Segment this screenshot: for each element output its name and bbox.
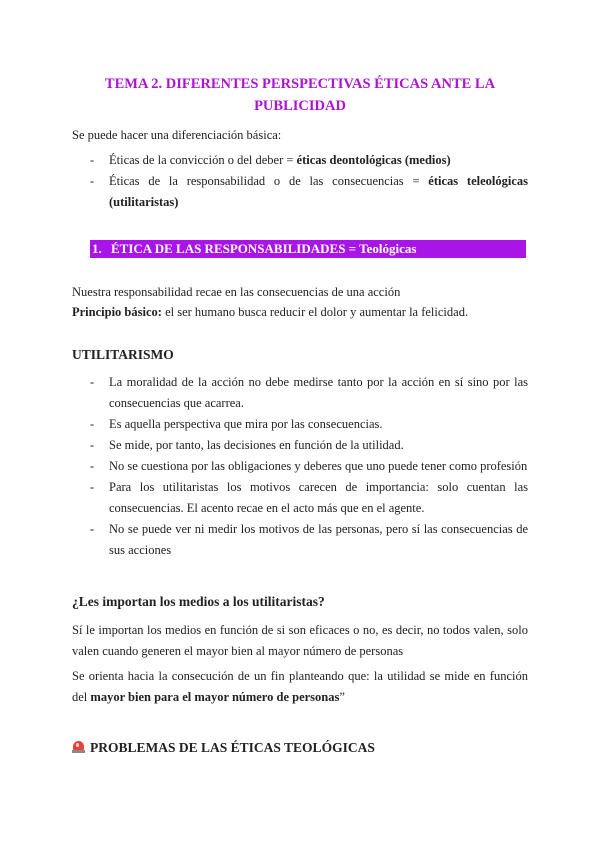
principle-label: Principio básico: xyxy=(72,305,162,319)
orienta-text: Se orienta hacia la consecución de un fin planteando que: la utilidad se mide en función del mayor bien para el mayor número de personas” xyxy=(72,669,528,704)
document-title-line-1: TEMA 2. DIFERENTES PERSPECTIVAS ÉTICAS ANTE LA xyxy=(104,76,496,92)
list-item: - Se mide, por tanto, las decisiones en función de la utilidad. xyxy=(90,438,404,452)
intro-list xyxy=(72,150,528,213)
problems-heading: PROBLEMAS DE LAS ÉTICAS TEOLÓGICAS xyxy=(72,738,375,758)
principle-text: Principio básico: el ser humano busca reducir el dolor y aumentar la felicidad. xyxy=(72,305,469,319)
utilitarismo-list xyxy=(72,372,528,561)
list-item: - Para los utilitaristas los motivos carecen de importancia: solo cuentan las consecuencias. El acento recae en el acto más que en el agente. xyxy=(90,480,528,515)
list-item: - Es aquella perspectiva que mira por las consecuencias. xyxy=(90,417,383,431)
question-heading: ¿Les importan los medios a los utilitaristas? xyxy=(72,594,325,609)
utilitarismo-heading: UTILITARISMO xyxy=(72,347,174,362)
list-item: - Éticas de la responsabilidad o de las consecuencias = éticas teleológicas (utilitaristas) xyxy=(90,174,528,209)
list-item: - No se cuestiona por las obligaciones y deberes que uno puede tener como profesión xyxy=(90,459,528,473)
intro-text: Se puede hacer una diferenciación básica: xyxy=(72,128,282,142)
section-heading-bar xyxy=(90,240,526,258)
list-item: - La moralidad de la acción no debe medirse tanto por la acción en sí sino por las consecuencias que acarrea. xyxy=(90,375,528,410)
siren-icon xyxy=(72,740,85,754)
list-item: - Éticas de la convicción o del deber = éticas deontológicas (medios) xyxy=(90,153,451,167)
list-item: - No se puede ver ni medir los motivos de las personas, pero sí las consecuencias de sus acciones xyxy=(90,522,528,557)
responsibility-text: Nuestra responsabilidad recae en las consecuencias de una acción xyxy=(72,285,401,299)
section-label: ÉTICA DE LAS RESPONSABILIDADES = Teológicas xyxy=(111,241,417,256)
section-number: 1. xyxy=(92,241,102,256)
document-title-line-2: PUBLICIDAD xyxy=(254,98,346,114)
answer-text: Sí le importan los medios en función de si son eficaces o no, es decir, no todos valen, solo valen cuando generen el mayor bien al mayor número de personas xyxy=(72,623,528,658)
